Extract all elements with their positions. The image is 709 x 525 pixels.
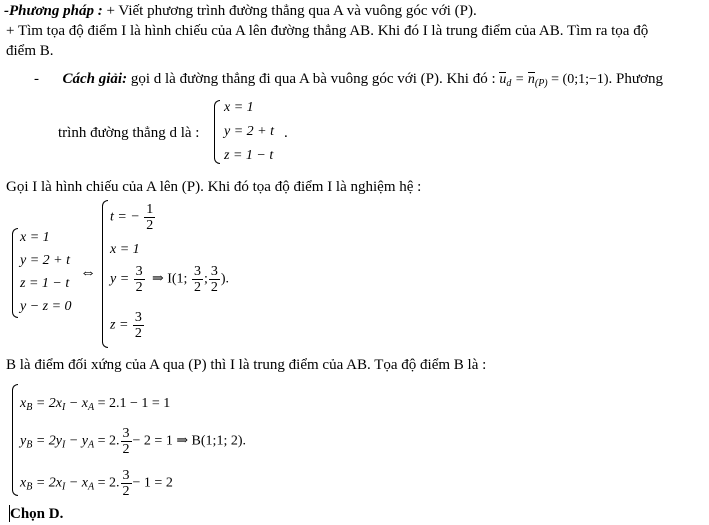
symmetric-intro: B là điểm đối xứng của A qua (P) thì I là trung điểm của AB. Tọa độ điểm B là : [6,357,487,373]
method-line [4,2,477,20]
method-text: + Viết phương trình đường thẳng qua A và vuông góc với (P). [102,3,477,19]
left-sys-1: x = 1 [20,230,50,245]
t-eq: t = − $\frac{1}{2}$ [110,202,154,233]
x-eq: x = 1 [110,242,140,257]
param-y: y = 2 + t [224,124,274,139]
line-d-intro: trình đường thẳng d là : [58,125,200,141]
b-row-y: $y_B = 2y_I - y_A = 2$. $\frac{3}{2}$ − 2 = 1 ⇒ B(1;1; 2). [20,426,246,457]
param-x: x = 1 [224,100,254,115]
left-sys-4: y − z = 0 [20,299,72,314]
solution-dash: - [34,71,39,87]
left-system-brace [12,228,18,318]
solution-label: Cách giải: [62,71,128,87]
solution-tail: . Phương [608,71,663,87]
equiv-symbol: ⇔ [80,264,96,281]
y-eq: y = $\frac{3}{2}$ [110,264,143,295]
vector-equation: $u_d = n_{(P)}$ = (0;1;−1) [499,72,609,89]
b-row-x: $x_B = 2x_I - x_A = 2.1 - 1 = 1$ [20,396,171,413]
z-eq: z = $\frac{3}{2}$ [110,310,142,341]
step2-line-1: + Tìm tọa độ điểm I là hình chiếu của A lên đường thẳng AB. Khi đó I là trung điểm của AB. Tìm ra tọa độ [6,23,649,39]
b-row-z: $x_B = 2x_I - x_A = 2$. $\frac{3}{2}$ − 1 = 2 [20,468,173,499]
point-i-result: ⇒ I(1; $\frac{3}{2}$ ; $\frac{3}{2}$ ). [152,264,230,295]
solution-line [34,70,663,89]
answer-label: Chọn D. [10,506,64,522]
projection-intro: Gọi I là hình chiếu của A lên (P). Khi đó tọa độ điểm I là nghiệm hệ : [6,179,422,195]
param-dot: . [284,125,288,141]
method-label: -Phương pháp : [4,3,103,19]
system-brace [214,100,220,164]
param-z: z = 1 − t [224,148,274,163]
left-sys-3: z = 1 − t [20,276,70,291]
left-sys-2: y = 2 + t [20,253,70,268]
step2-line-2: điểm B. [6,43,54,59]
solution-text: gọi d là đường thẳng đi qua A bà vuông góc với (P). Khi đó : [127,71,496,87]
right-system-brace [102,200,108,348]
b-system-brace [12,384,18,496]
